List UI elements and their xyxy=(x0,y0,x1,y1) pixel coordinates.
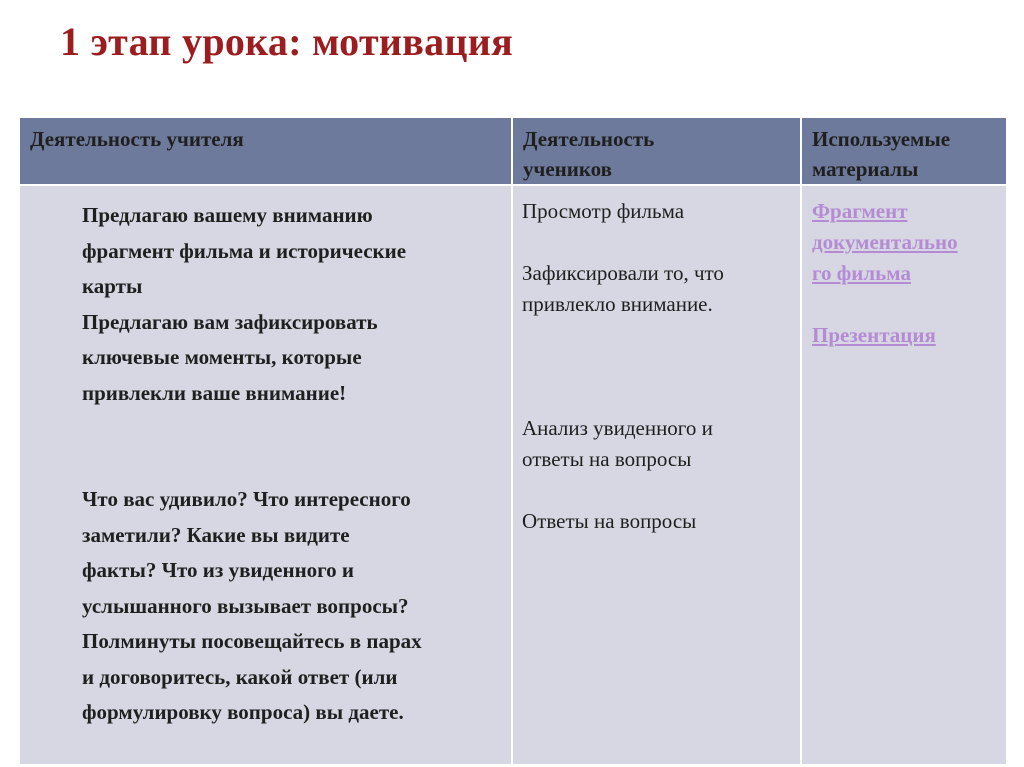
teacher-line: ключевые моменты, которые xyxy=(82,345,362,369)
header-students-label-line1: Деятельность xyxy=(523,127,655,151)
teacher-block-1 xyxy=(82,198,501,411)
teacher-line: Предлагаю вам зафиксировать xyxy=(82,309,378,334)
lesson-stage-table xyxy=(18,116,1008,766)
teacher-line: привлекли ваше внимание! xyxy=(82,380,347,405)
teacher-line: карты xyxy=(82,274,143,298)
documentary-fragment-link[interactable] xyxy=(812,196,998,289)
header-materials-label-line2: материалы xyxy=(812,157,919,181)
spacer xyxy=(522,227,792,258)
slide-title: 1 этап урока: мотивация xyxy=(60,19,514,64)
teacher-line: фрагмент фильма и исторические xyxy=(82,238,407,263)
link-text-line2: документально xyxy=(812,230,958,254)
presentation-link[interactable]: Презентация xyxy=(812,323,936,347)
table-header-row xyxy=(19,117,1007,185)
materials-cell xyxy=(801,185,1007,765)
teacher-activity-cell xyxy=(19,185,512,765)
students-item-analysis-line1: Анализ увиденного и xyxy=(522,416,713,440)
teacher-line: Полминуты посовещайтесь в парах xyxy=(82,629,422,653)
teacher-line: факты? Что из увиденного и xyxy=(82,558,355,582)
teacher-block-2 xyxy=(82,482,501,731)
teacher-line: и договоритесь, какой ответ (или xyxy=(82,664,398,689)
teacher-line: услышанного вызывает вопросы? xyxy=(82,593,409,618)
students-item-record-line2: привлекло внимание. xyxy=(522,292,713,316)
teacher-line: формулировку вопроса) вы даете. xyxy=(82,700,404,724)
spacer xyxy=(522,320,792,413)
teacher-line: Предлагаю вашему вниманию xyxy=(82,203,373,227)
table-row xyxy=(19,185,1007,765)
spacer xyxy=(522,475,792,506)
students-item-watch: Просмотр фильма xyxy=(522,199,685,223)
header-materials-label-line1: Используемые xyxy=(812,127,951,151)
students-item-record-line1: Зафиксировали то, что xyxy=(522,261,724,285)
header-teacher-activity xyxy=(19,117,512,185)
link-text-line3: го фильма xyxy=(812,261,911,285)
students-activity-cell xyxy=(512,185,801,765)
header-students-activity xyxy=(512,117,801,185)
teacher-line: Что вас удивило? Что интересного xyxy=(82,487,411,511)
spacer xyxy=(812,289,998,320)
students-item-analysis-line2: ответы на вопросы xyxy=(522,447,692,471)
header-materials xyxy=(801,117,1007,185)
link-text-line1: Фрагмент xyxy=(812,199,908,223)
header-teacher-label: Деятельность учителя xyxy=(30,127,244,151)
header-students-label-line2: учеников xyxy=(523,157,613,181)
teacher-line: заметили? Какие вы видите xyxy=(82,522,350,547)
spacer xyxy=(82,411,501,482)
students-item-answers: Ответы на вопросы xyxy=(522,509,697,533)
